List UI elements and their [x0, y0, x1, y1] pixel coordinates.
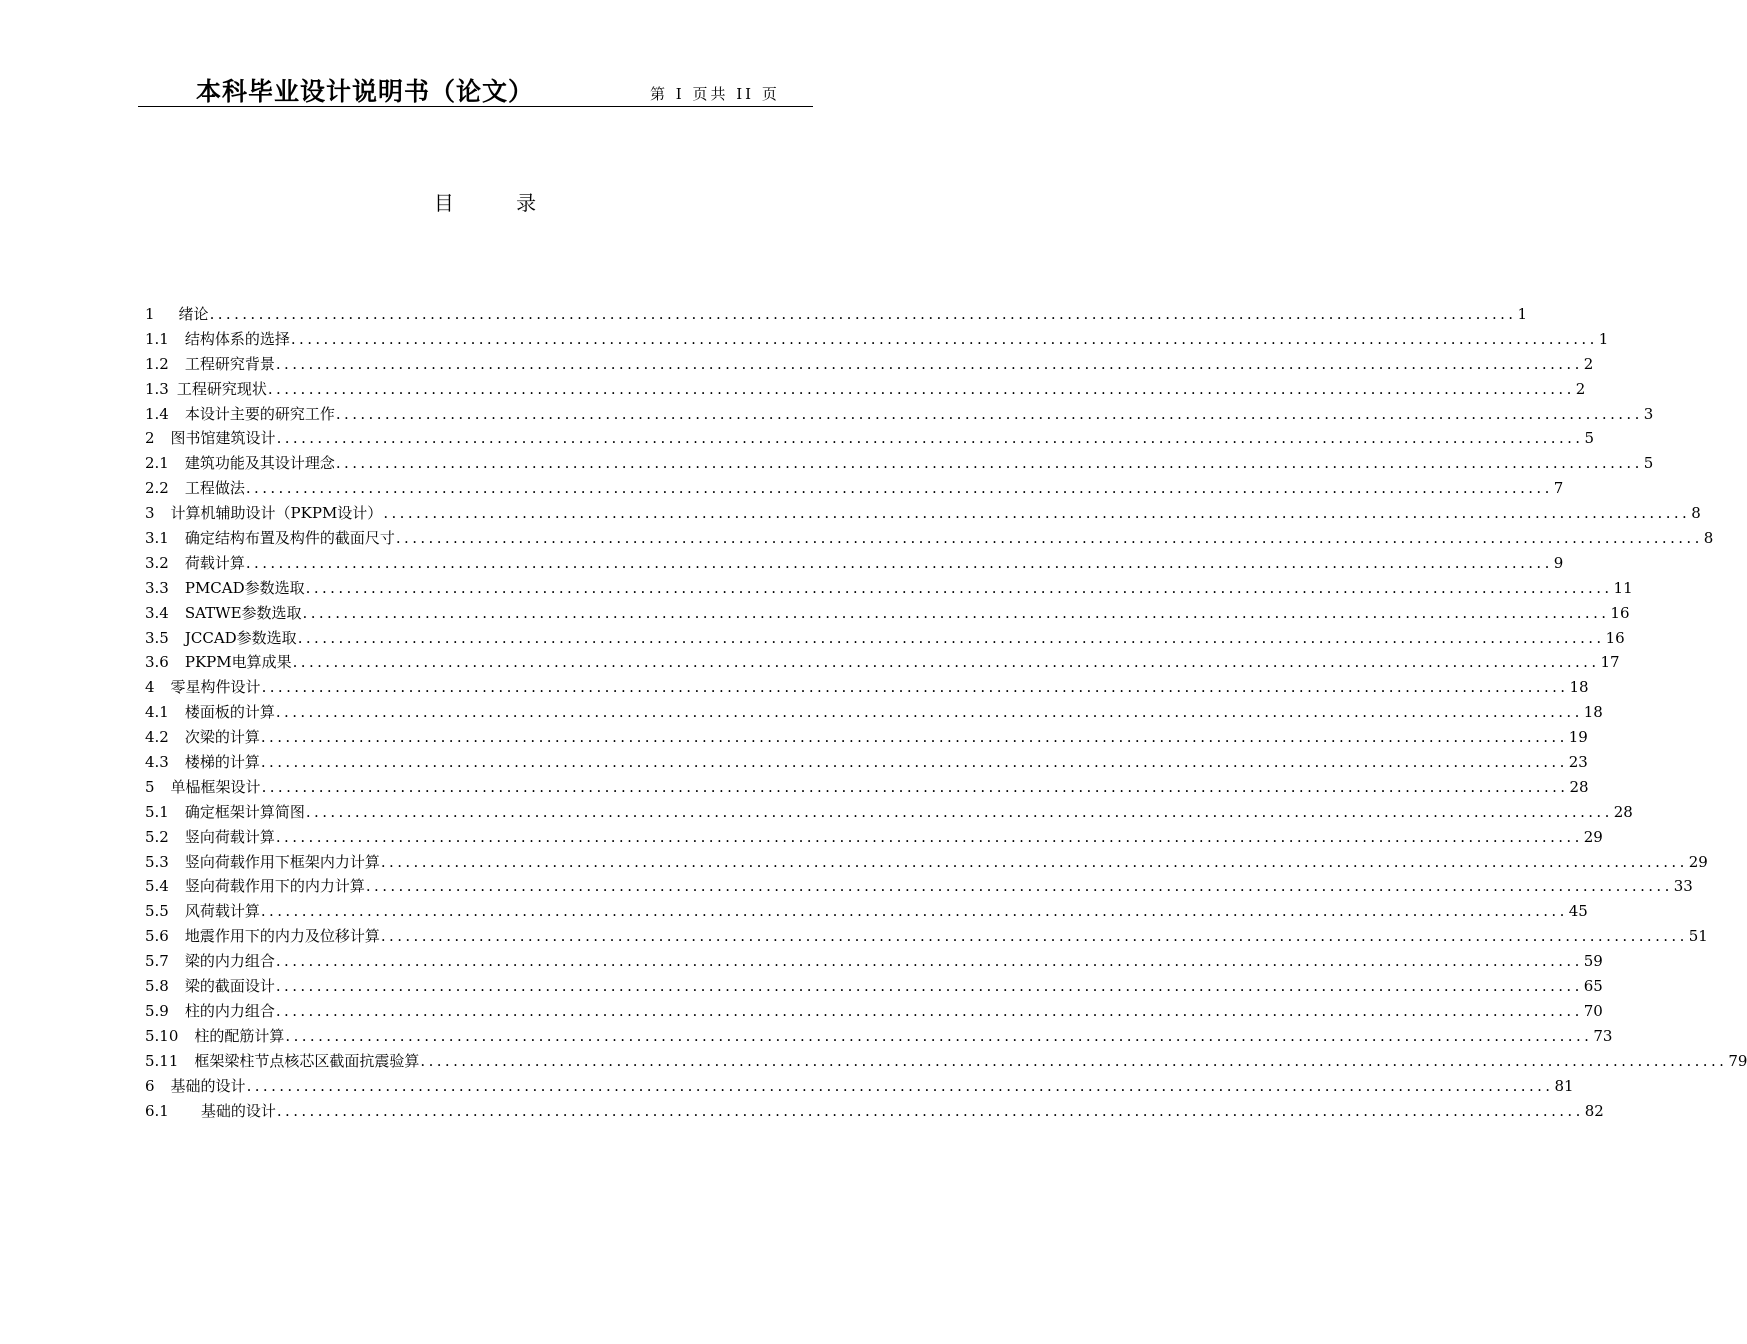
toc-entry[interactable] — [145, 675, 1589, 700]
toc-entry[interactable] — [145, 327, 1609, 352]
toc-entry[interactable] — [145, 451, 1654, 476]
toc-entry-page: 59 — [1583, 952, 1603, 971]
toc-entry-number: 3.4 — [145, 603, 169, 622]
toc-entry-number: 5.9 — [145, 1001, 169, 1020]
toc-dot-leader: ................................................................................................................................................................ — [260, 728, 1568, 747]
toc-entry[interactable] — [145, 551, 1564, 576]
toc-entry-page: 7 — [1553, 479, 1564, 498]
toc-entry-number: 5.5 — [145, 902, 169, 921]
toc-entry-title: 梁的截面设计 — [184, 977, 275, 996]
toc-entry-number: 5.3 — [145, 852, 169, 871]
toc-entry-title: 工程做法 — [184, 479, 245, 498]
toc-entry-number: 1 — [145, 305, 155, 323]
toc-entry[interactable] — [145, 899, 1588, 924]
toc-entry-title: 柱的配筋计算 — [194, 1026, 285, 1045]
toc-entry[interactable] — [145, 1024, 1613, 1049]
toc-entry-number: 5.7 — [145, 952, 169, 971]
toc-entry-title: 竖向荷载计算 — [184, 827, 275, 846]
toc-entry-title: 楼梯的计算 — [184, 753, 260, 772]
toc-entry-page: 18 — [1583, 703, 1603, 722]
toc-entry[interactable] — [145, 949, 1603, 974]
toc-entry-title: 确定结构布置及构件的截面尺寸 — [184, 529, 395, 548]
toc-entry-title: 单榀框架设计 — [170, 777, 261, 796]
toc-entry-number: 6 — [145, 1076, 155, 1095]
toc-entry[interactable] — [145, 999, 1603, 1024]
toc-entry-number: 1.4 — [145, 404, 169, 423]
toc-dot-leader: ................................................................................................................................................................ — [335, 404, 1643, 423]
toc-entry-page: 3 — [1643, 404, 1654, 423]
toc-entry-number: 5.11 — [145, 1051, 179, 1070]
toc-dot-leader: ................................................................................................................................................................ — [395, 529, 1703, 548]
toc-entry[interactable] — [145, 750, 1588, 775]
toc-entry[interactable] — [145, 800, 1633, 825]
toc-entry[interactable] — [145, 775, 1589, 800]
toc-dot-leader: ................................................................................................................................................................ — [290, 329, 1598, 348]
toc-entry[interactable] — [145, 850, 1708, 875]
toc-entry[interactable] — [145, 924, 1708, 949]
toc-entry-page: 23 — [1568, 753, 1588, 772]
toc-entry[interactable] — [145, 601, 1630, 626]
toc-entry-title: 梁的内力组合 — [184, 952, 275, 971]
toc-entry[interactable] — [145, 700, 1603, 725]
toc-entry-number: 5.2 — [145, 827, 169, 846]
toc-entry-page: 5 — [1584, 429, 1594, 448]
toc-entry-title: 次梁的计算 — [184, 728, 260, 747]
toc-dot-leader: ................................................................................................................................................................ — [275, 952, 1583, 971]
toc-dot-leader: ................................................................................................................................................................ — [260, 902, 1568, 921]
toc-entry-title: 计算机辅助设计（PKPM设计） — [170, 504, 383, 523]
toc-entry-page: 9 — [1553, 553, 1564, 572]
toc-entry-number: 3 — [145, 504, 155, 523]
toc-entry-title: 本设计主要的研究工作 — [184, 404, 335, 423]
toc-entry-title: 零星构件设计 — [170, 678, 261, 697]
toc-entry-page: 2 — [1575, 379, 1586, 398]
toc-entry-number: 3.3 — [145, 578, 169, 597]
toc-entry-number: 5.6 — [145, 927, 169, 946]
toc-entry-number: 3.6 — [145, 653, 169, 672]
toc-entry-page: 1 — [1598, 329, 1609, 348]
toc-entry-title: 荷载计算 — [184, 553, 245, 572]
toc-dot-leader: ................................................................................................................................................................ — [260, 753, 1568, 772]
toc-dot-leader: ................................................................................................................................................................ — [305, 578, 1613, 597]
toc-dot-leader: ................................................................................................................................................................ — [420, 1051, 1728, 1070]
page-indicator: 第 I 页共 II 页 — [650, 85, 780, 103]
toc-entry-number: 1.2 — [145, 354, 169, 373]
toc-dot-leader: ................................................................................................................................................................ — [305, 802, 1613, 821]
toc-entry-page: 28 — [1569, 777, 1589, 796]
toc-dot-leader: ................................................................................................................................................................ — [276, 429, 1584, 448]
toc-entry-number: 3.5 — [145, 628, 169, 647]
toc-entry-title: 工程研究现状 — [176, 379, 267, 398]
toc-heading: 目 录 — [433, 191, 565, 215]
toc-entry-title: 竖向荷载作用下的内力计算 — [184, 877, 365, 896]
toc-entry-page: 81 — [1554, 1076, 1574, 1095]
toc-entry-page: 8 — [1691, 504, 1701, 523]
toc-entry-number: 1.1 — [145, 329, 169, 348]
toc-entry-page: 45 — [1568, 902, 1588, 921]
toc-dot-leader: ................................................................................................................................................................ — [275, 1001, 1583, 1020]
toc-entry-title: 基础的设计 — [200, 1101, 276, 1120]
toc-entry[interactable] — [145, 501, 1701, 526]
toc-entry-page: 19 — [1568, 728, 1588, 747]
toc-entry-title: 楼面板的计算 — [184, 703, 275, 722]
toc-entry-number: 4 — [145, 678, 155, 697]
toc-entry-title: 图书馆建筑设计 — [170, 429, 276, 448]
toc-entry-page: 79 — [1728, 1051, 1747, 1070]
toc-entry-number: 3.1 — [145, 529, 169, 548]
toc-dot-leader: ................................................................................................................................................................ — [275, 977, 1583, 996]
toc-dot-leader: ................................................................................................................................................................ — [302, 603, 1610, 622]
toc-entry-number: 4.1 — [145, 703, 169, 722]
toc-entry-title: PKPM电算成果 — [184, 653, 292, 672]
toc-entry-title: 框架梁柱节点核芯区截面抗震验算 — [194, 1051, 420, 1070]
toc-entry[interactable] — [145, 476, 1564, 501]
toc-entry-number: 5.8 — [145, 977, 169, 996]
toc-entry[interactable] — [145, 576, 1633, 601]
toc-dot-leader: ................................................................................................................................................................ — [365, 877, 1673, 896]
toc-entry-title: 地震作用下的内力及位移计算 — [184, 927, 380, 946]
toc-entry[interactable] — [145, 1099, 1604, 1124]
toc-entry-number: 5.1 — [145, 802, 169, 821]
toc-entry-title: JCCAD参数选取 — [184, 628, 297, 647]
toc-entry[interactable] — [145, 825, 1603, 850]
toc-dot-leader: ................................................................................................................................................................ — [267, 379, 1575, 398]
toc-entry-page: 65 — [1583, 977, 1603, 996]
toc-entry[interactable] — [145, 874, 1693, 899]
toc-entry-title: SATWE参数选取 — [184, 603, 302, 622]
toc-entry-page: 73 — [1593, 1026, 1613, 1045]
toc-entry-page: 5 — [1643, 454, 1654, 473]
toc-entry-page: 2 — [1583, 354, 1594, 373]
toc-dot-leader: ................................................................................................................................................................ — [275, 703, 1583, 722]
toc-entry[interactable] — [145, 650, 1620, 675]
toc-dot-leader: ................................................................................................................................................................ — [261, 777, 1569, 796]
toc-entry-page: 51 — [1688, 927, 1708, 946]
table-of-contents — [145, 302, 1747, 1123]
toc-entry-number: 5.10 — [145, 1026, 179, 1045]
toc-entry-number: 2.2 — [145, 479, 169, 498]
toc-entry-title: 结构体系的选择 — [184, 329, 290, 348]
toc-dot-leader: ................................................................................................................................................................ — [335, 454, 1643, 473]
page-header — [138, 70, 813, 107]
toc-dot-leader: ................................................................................................................................................................ — [383, 504, 1691, 523]
toc-entry-number: 2 — [145, 429, 155, 448]
toc-dot-leader: ................................................................................................................................................................ — [297, 628, 1605, 647]
toc-entry[interactable] — [145, 526, 1714, 551]
toc-entry[interactable] — [145, 377, 1586, 402]
toc-entry-title: 绪论 — [178, 305, 209, 323]
toc-entry[interactable] — [145, 426, 1594, 451]
toc-entry-title: 基础的设计 — [170, 1076, 246, 1095]
toc-entry[interactable] — [145, 626, 1625, 651]
toc-dot-leader: ................................................................................................................................................................ — [245, 553, 1553, 572]
toc-entry-page: 29 — [1688, 852, 1708, 871]
toc-entry[interactable] — [145, 725, 1588, 750]
toc-dot-leader: ................................................................................................................................................................ — [275, 354, 1583, 373]
toc-entry-number: 5 — [145, 777, 155, 796]
toc-entry[interactable] — [145, 402, 1654, 427]
toc-entry-number: 2.1 — [145, 454, 169, 473]
toc-dot-leader: ................................................................................................................................................................ — [245, 479, 1553, 498]
toc-entry-title: 柱的内力组合 — [184, 1001, 275, 1020]
toc-entry[interactable] — [145, 302, 1527, 327]
toc-entry-page: 17 — [1600, 653, 1620, 672]
toc-entry-page: 82 — [1584, 1101, 1604, 1120]
toc-entry-title: 确定框架计算简图 — [184, 802, 305, 821]
toc-dot-leader: ................................................................................................................................................................ — [261, 678, 1569, 697]
toc-entry-number: 6.1 — [145, 1101, 169, 1120]
toc-entry-page: 70 — [1583, 1001, 1603, 1020]
toc-entry-title: 工程研究背景 — [184, 354, 275, 373]
toc-dot-leader: ................................................................................................................................................................ — [380, 852, 1688, 871]
toc-entry-page: 1 — [1517, 305, 1527, 323]
toc-dot-leader: ................................................................................................................................................................ — [275, 827, 1583, 846]
toc-entry-page: 11 — [1613, 578, 1633, 597]
toc-entry-number: 1.3 — [145, 379, 169, 398]
toc-entry-number: 5.4 — [145, 877, 169, 896]
toc-entry-page: 8 — [1703, 529, 1714, 548]
toc-dot-leader: ................................................................................................................................................................ — [276, 1101, 1584, 1120]
toc-entry-page: 33 — [1673, 877, 1693, 896]
document-title: 本科毕业设计说明书（论文） — [196, 77, 535, 106]
toc-entry[interactable] — [145, 1074, 1574, 1099]
toc-entry[interactable] — [145, 974, 1603, 999]
toc-entry-title: 风荷载计算 — [184, 902, 260, 921]
toc-entry-number: 4.2 — [145, 728, 169, 747]
toc-entry-title: PMCAD参数选取 — [184, 578, 305, 597]
toc-entry[interactable] — [145, 352, 1594, 377]
toc-entry-number: 4.3 — [145, 753, 169, 772]
toc-entry-number: 3.2 — [145, 553, 169, 572]
toc-entry-page: 29 — [1583, 827, 1603, 846]
toc-entry-title: 竖向荷载作用下框架内力计算 — [184, 852, 380, 871]
toc-dot-leader: ................................................................................................................................................................ — [380, 927, 1688, 946]
toc-entry-page: 28 — [1613, 802, 1633, 821]
toc-dot-leader: ................................................................................................................................................................ — [209, 305, 1517, 323]
toc-dot-leader: ................................................................................................................................................................ — [285, 1026, 1593, 1045]
toc-entry-page: 16 — [1605, 628, 1625, 647]
toc-dot-leader: ................................................................................................................................................................ — [292, 653, 1600, 672]
toc-dot-leader: ................................................................................................................................................................ — [246, 1076, 1554, 1095]
toc-entry-page: 18 — [1569, 678, 1589, 697]
toc-entry-page: 16 — [1610, 603, 1630, 622]
toc-entry-title: 建筑功能及其设计理念 — [184, 454, 335, 473]
toc-entry[interactable] — [145, 1049, 1747, 1074]
